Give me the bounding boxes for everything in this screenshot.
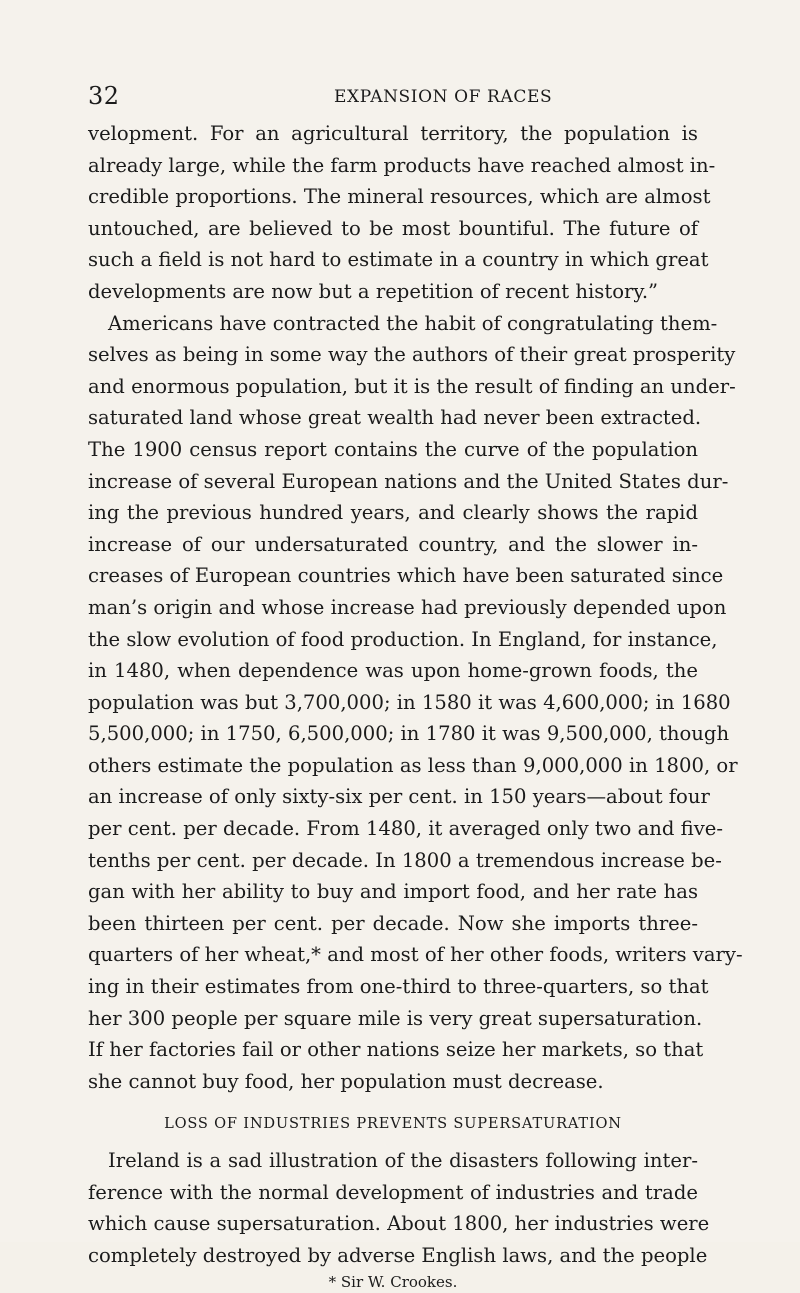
text-line: ference with the normal development of industries and trade bbox=[88, 1180, 698, 1204]
text-line: her 300 people per square mile is very great supersaturation. bbox=[88, 1006, 703, 1030]
text-line: increase of our undersaturated country, and the slower in- bbox=[88, 532, 698, 556]
text-line: already large, while the farm products have reached almost in- bbox=[88, 153, 716, 177]
text-line: an increase of only sixty-six per cent. in 150 years—about four bbox=[88, 785, 710, 809]
text-line: Americans have contracted the habit of congratulating them- bbox=[108, 311, 718, 335]
body-text bbox=[88, 118, 743, 1293]
text-line: creases of European countries which have been saturated since bbox=[88, 564, 724, 588]
text-line: Ireland is a sad illustration of the disasters following inter- bbox=[108, 1149, 698, 1172]
section-heading: LOSS OF INDUSTRIES PREVENTS SUPERSATURATION bbox=[164, 1115, 622, 1133]
text-line: others estimate the population as less than 9,000,000 in 1800, or bbox=[88, 753, 738, 777]
text-line: The 1900 census report contains the curve of the population bbox=[88, 437, 698, 461]
text-line: saturated land whose great wealth had never been extracted. bbox=[88, 406, 702, 430]
text-line: man’s origin and whose increase had previously depended upon bbox=[88, 595, 727, 619]
paragraph-2 bbox=[88, 308, 743, 1098]
text-line: developments are now but a repetition of recent history.” bbox=[88, 279, 659, 303]
paragraph-1 bbox=[88, 118, 716, 308]
text-line: the slow evolution of food production. In England, for instance, bbox=[88, 627, 718, 651]
running-head: EXPANSION OF RACES bbox=[334, 87, 553, 107]
text-line: tenths per cent. per decade. In 1800 a tremendous increase be- bbox=[88, 848, 722, 872]
paragraph-3 bbox=[88, 1145, 710, 1271]
text-line: gan with her ability to buy and import food, and her rate has bbox=[88, 880, 698, 904]
text-line: quarters of her wheat,* and most of her other foods, writers vary- bbox=[88, 943, 743, 967]
text-line: such a field is not hard to estimate in a country in which great bbox=[88, 248, 709, 272]
text-line: she cannot buy food, her population must decrease. bbox=[88, 1069, 604, 1093]
text-line: per cent. per decade. From 1480, it averaged only two and five- bbox=[88, 817, 724, 841]
text-line: If her factories fail or other nations seize her markets, so that bbox=[88, 1038, 704, 1062]
text-line: ing in their estimates from one-third to three-quarters, so that bbox=[88, 975, 709, 999]
text-line: credible proportions. The mineral resources, which are almost bbox=[88, 185, 711, 209]
text-line: velopment. For an agricultural territory, the population is bbox=[88, 122, 698, 145]
text-line: and enormous population, but it is the result of finding an under- bbox=[88, 374, 736, 398]
page-header bbox=[88, 82, 698, 112]
text-line: ing the previous hundred years, and clearly shows the rapid bbox=[88, 501, 698, 525]
text-line: in 1480, when dependence was upon home-grown foods, the bbox=[88, 659, 698, 683]
text-line: completely destroyed by adverse English laws, and the people bbox=[88, 1243, 708, 1267]
text-line: untouched, are believed to be most bountiful. The future of bbox=[88, 216, 698, 240]
text-line: 5,500,000; in 1750, 6,500,000; in 1780 it was 9,500,000, though bbox=[88, 722, 730, 746]
footnote: * Sir W. Crookes. bbox=[328, 1273, 458, 1292]
text-line: been thirteen per cent. per decade. Now she imports three- bbox=[88, 911, 698, 935]
text-line: which cause supersaturation. About 1800, her industries were bbox=[88, 1212, 710, 1236]
text-line: selves as being in some way the authors of their great prosperity bbox=[88, 343, 736, 367]
text-line: population was but 3,700,000; in 1580 it was 4,600,000; in 1680 bbox=[88, 690, 731, 714]
page-number: 32 bbox=[88, 82, 120, 110]
text-line: increase of several European nations and the United States dur- bbox=[88, 469, 729, 493]
